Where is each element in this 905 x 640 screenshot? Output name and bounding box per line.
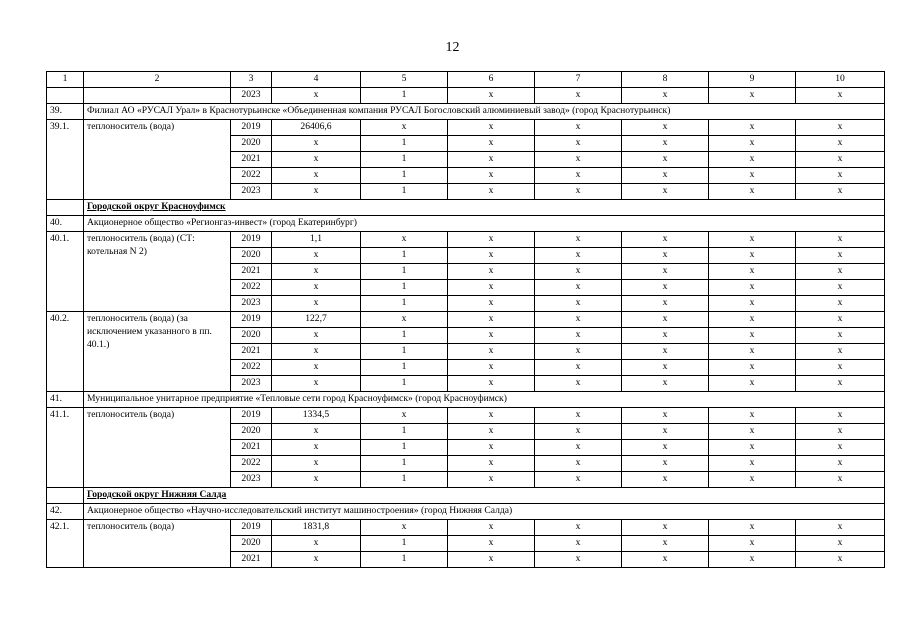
year-cell: 2021 bbox=[231, 552, 272, 568]
year-cell: 2020 bbox=[231, 136, 272, 152]
year-cell: 2022 bbox=[231, 456, 272, 472]
value-cell: x bbox=[272, 328, 361, 344]
value-cell: x bbox=[272, 376, 361, 392]
year-cell: 2022 bbox=[231, 280, 272, 296]
section-title-cell: Городской округ Нижняя Салда bbox=[84, 488, 885, 504]
value-cell: x bbox=[361, 408, 448, 424]
column-number-cell: 2 bbox=[84, 72, 231, 88]
value-cell: x bbox=[709, 120, 796, 136]
table-row bbox=[47, 520, 885, 536]
value-cell: x bbox=[272, 536, 361, 552]
value-cell: 1 bbox=[361, 376, 448, 392]
year-cell: 2019 bbox=[231, 312, 272, 328]
year-cell: 2019 bbox=[231, 232, 272, 248]
value-cell: x bbox=[796, 328, 885, 344]
row-number-cell: 39. bbox=[47, 104, 84, 120]
value-cell: x bbox=[272, 280, 361, 296]
value-cell: x bbox=[448, 280, 535, 296]
value-cell: x bbox=[796, 248, 885, 264]
value-cell: x bbox=[272, 552, 361, 568]
value-cell: x bbox=[796, 312, 885, 328]
value-cell: x bbox=[448, 264, 535, 280]
value-cell: x bbox=[796, 536, 885, 552]
value-cell: x bbox=[272, 360, 361, 376]
year-cell: 2021 bbox=[231, 264, 272, 280]
value-cell: x bbox=[709, 168, 796, 184]
row-number-cell: 39.1. bbox=[47, 120, 84, 200]
value-cell: x bbox=[709, 184, 796, 200]
tariff-table bbox=[46, 71, 885, 568]
value-cell: x bbox=[448, 312, 535, 328]
value-cell: 1 bbox=[361, 360, 448, 376]
value-cell: x bbox=[622, 168, 709, 184]
value-cell: x bbox=[272, 296, 361, 312]
year-cell: 2020 bbox=[231, 424, 272, 440]
year-cell: 2021 bbox=[231, 152, 272, 168]
value-cell: x bbox=[448, 296, 535, 312]
row-number-cell: 42. bbox=[47, 504, 84, 520]
value-cell: 1 bbox=[361, 168, 448, 184]
value-cell: 1 bbox=[361, 456, 448, 472]
column-number-cell: 5 bbox=[361, 72, 448, 88]
value-cell: x bbox=[535, 120, 622, 136]
value-cell: x bbox=[622, 536, 709, 552]
value-cell: x bbox=[796, 344, 885, 360]
row-number-cell bbox=[47, 200, 84, 216]
value-cell: 1 bbox=[361, 184, 448, 200]
value-cell: x bbox=[272, 344, 361, 360]
value-cell: 1 bbox=[361, 248, 448, 264]
value-cell: x bbox=[535, 520, 622, 536]
value-cell: 1 bbox=[361, 328, 448, 344]
value-cell: x bbox=[535, 136, 622, 152]
value-cell: x bbox=[448, 88, 535, 104]
value-cell: x bbox=[796, 440, 885, 456]
value-cell: x bbox=[448, 440, 535, 456]
value-cell: x bbox=[709, 552, 796, 568]
value-cell: x bbox=[709, 280, 796, 296]
value-cell: x bbox=[361, 312, 448, 328]
value-cell: x bbox=[272, 424, 361, 440]
value-cell: x bbox=[448, 136, 535, 152]
value-cell: x bbox=[448, 360, 535, 376]
column-number-cell: 8 bbox=[622, 72, 709, 88]
value-cell: x bbox=[622, 280, 709, 296]
value-cell: x bbox=[535, 248, 622, 264]
value-cell: x bbox=[709, 408, 796, 424]
value-cell: x bbox=[622, 184, 709, 200]
value-cell: x bbox=[448, 376, 535, 392]
table-row bbox=[47, 232, 885, 248]
value-cell: x bbox=[535, 440, 622, 456]
value-cell: x bbox=[622, 408, 709, 424]
section-title-cell: Городской округ Красноуфимск bbox=[84, 200, 885, 216]
year-cell: 2023 bbox=[231, 472, 272, 488]
table-header-row bbox=[47, 72, 885, 88]
organization-row bbox=[47, 104, 885, 120]
value-cell: x bbox=[796, 472, 885, 488]
value-cell: x bbox=[361, 232, 448, 248]
row-number-cell: 40.2. bbox=[47, 312, 84, 392]
row-number-cell bbox=[47, 88, 84, 104]
value-cell: x bbox=[622, 264, 709, 280]
value-cell: x bbox=[622, 440, 709, 456]
value-cell: x bbox=[622, 120, 709, 136]
value-cell: x bbox=[622, 520, 709, 536]
value-cell: x bbox=[796, 424, 885, 440]
value-cell: x bbox=[448, 184, 535, 200]
year-cell: 2023 bbox=[231, 88, 272, 104]
value-cell: x bbox=[709, 88, 796, 104]
value-cell: x bbox=[622, 424, 709, 440]
year-cell: 2022 bbox=[231, 168, 272, 184]
section-row bbox=[47, 488, 885, 504]
value-cell: x bbox=[796, 88, 885, 104]
value-cell: x bbox=[448, 168, 535, 184]
value-cell: x bbox=[709, 296, 796, 312]
value-cell: x bbox=[448, 344, 535, 360]
table-row bbox=[47, 408, 885, 424]
value-cell: x bbox=[622, 552, 709, 568]
value-cell: x bbox=[361, 520, 448, 536]
row-number-cell: 42.1. bbox=[47, 520, 84, 568]
value-cell: x bbox=[622, 152, 709, 168]
indicator-cell: теплоноситель (вода) bbox=[84, 120, 231, 200]
value-cell: x bbox=[709, 312, 796, 328]
value-cell: x bbox=[272, 264, 361, 280]
row-number-cell: 40.1. bbox=[47, 232, 84, 312]
column-number-cell: 7 bbox=[535, 72, 622, 88]
value-cell: x bbox=[535, 184, 622, 200]
row-number-cell: 40. bbox=[47, 216, 84, 232]
value-cell: 1 bbox=[361, 440, 448, 456]
indicator-cell: теплоноситель (вода) (за исключением указанного в пп. 40.1.) bbox=[84, 312, 231, 392]
value-cell: x bbox=[448, 232, 535, 248]
value-cell: x bbox=[709, 536, 796, 552]
value-cell: x bbox=[796, 168, 885, 184]
value-cell: x bbox=[535, 152, 622, 168]
page-number: 12 bbox=[445, 40, 460, 55]
organization-row bbox=[47, 504, 885, 520]
value-cell: x bbox=[796, 296, 885, 312]
value-cell: x bbox=[796, 152, 885, 168]
indicator-cell: теплоноситель (вода) bbox=[84, 520, 231, 568]
value-cell: x bbox=[622, 232, 709, 248]
value-cell: 122,7 bbox=[272, 312, 361, 328]
value-cell: x bbox=[622, 296, 709, 312]
value-cell: x bbox=[622, 376, 709, 392]
value-cell: x bbox=[535, 312, 622, 328]
value-cell: x bbox=[709, 344, 796, 360]
column-number-cell: 4 bbox=[272, 72, 361, 88]
value-cell: x bbox=[272, 248, 361, 264]
value-cell: x bbox=[622, 472, 709, 488]
value-cell: x bbox=[448, 248, 535, 264]
value-cell: x bbox=[448, 520, 535, 536]
value-cell: x bbox=[622, 136, 709, 152]
value-cell: x bbox=[709, 360, 796, 376]
value-cell: x bbox=[535, 232, 622, 248]
value-cell: x bbox=[448, 424, 535, 440]
organization-row bbox=[47, 392, 885, 408]
year-cell: 2019 bbox=[231, 120, 272, 136]
value-cell: x bbox=[709, 472, 796, 488]
value-cell: x bbox=[622, 88, 709, 104]
value-cell: x bbox=[796, 456, 885, 472]
value-cell: x bbox=[796, 360, 885, 376]
value-cell: x bbox=[448, 472, 535, 488]
year-cell: 2019 bbox=[231, 520, 272, 536]
value-cell: x bbox=[535, 472, 622, 488]
value-cell: x bbox=[535, 296, 622, 312]
value-cell: x bbox=[709, 456, 796, 472]
value-cell: x bbox=[535, 408, 622, 424]
value-cell: x bbox=[448, 152, 535, 168]
value-cell: x bbox=[535, 536, 622, 552]
value-cell: x bbox=[272, 152, 361, 168]
value-cell: x bbox=[448, 408, 535, 424]
value-cell: x bbox=[709, 424, 796, 440]
value-cell: 1 bbox=[361, 536, 448, 552]
value-cell: x bbox=[796, 232, 885, 248]
organization-row bbox=[47, 216, 885, 232]
column-number-cell: 1 bbox=[47, 72, 84, 88]
value-cell: 1 bbox=[361, 136, 448, 152]
value-cell: x bbox=[709, 152, 796, 168]
row-number-cell: 41. bbox=[47, 392, 84, 408]
value-cell: x bbox=[535, 424, 622, 440]
value-cell: x bbox=[535, 456, 622, 472]
value-cell: 1 bbox=[361, 424, 448, 440]
value-cell: x bbox=[709, 376, 796, 392]
value-cell: x bbox=[622, 456, 709, 472]
value-cell: 1334,5 bbox=[272, 408, 361, 424]
value-cell: x bbox=[709, 328, 796, 344]
year-cell: 2022 bbox=[231, 360, 272, 376]
value-cell: x bbox=[272, 440, 361, 456]
year-cell: 2021 bbox=[231, 440, 272, 456]
value-cell: 1,1 bbox=[272, 232, 361, 248]
organization-name-cell: Филиал АО «РУСАЛ Урал» в Краснотурьинске «Объединенная компания РУСАЛ Богословский алюминиевый завод» (город Краснотурьинск) bbox=[84, 104, 885, 120]
year-cell: 2019 bbox=[231, 408, 272, 424]
value-cell: x bbox=[796, 520, 885, 536]
value-cell: x bbox=[448, 552, 535, 568]
value-cell: x bbox=[535, 88, 622, 104]
value-cell: x bbox=[796, 264, 885, 280]
value-cell: 1 bbox=[361, 472, 448, 488]
value-cell: x bbox=[535, 360, 622, 376]
value-cell: x bbox=[535, 168, 622, 184]
value-cell: x bbox=[709, 136, 796, 152]
indicator-cell: теплоноситель (вода) (СТ: котельная N 2) bbox=[84, 232, 231, 312]
value-cell: 1 bbox=[361, 344, 448, 360]
value-cell: 1 bbox=[361, 88, 448, 104]
value-cell: x bbox=[448, 120, 535, 136]
value-cell: x bbox=[796, 408, 885, 424]
year-cell: 2020 bbox=[231, 248, 272, 264]
value-cell: x bbox=[448, 536, 535, 552]
value-cell: x bbox=[796, 184, 885, 200]
value-cell: x bbox=[535, 328, 622, 344]
value-cell: 1831,8 bbox=[272, 520, 361, 536]
value-cell: x bbox=[709, 520, 796, 536]
year-cell: 2023 bbox=[231, 376, 272, 392]
value-cell: x bbox=[535, 344, 622, 360]
year-cell: 2021 bbox=[231, 344, 272, 360]
value-cell: 26406,6 bbox=[272, 120, 361, 136]
year-cell: 2023 bbox=[231, 184, 272, 200]
value-cell: x bbox=[796, 552, 885, 568]
value-cell: x bbox=[535, 376, 622, 392]
value-cell: x bbox=[622, 360, 709, 376]
value-cell: x bbox=[448, 456, 535, 472]
value-cell: x bbox=[272, 184, 361, 200]
value-cell: x bbox=[622, 328, 709, 344]
year-cell: 2020 bbox=[231, 536, 272, 552]
value-cell: x bbox=[272, 472, 361, 488]
value-cell: 1 bbox=[361, 264, 448, 280]
value-cell: x bbox=[535, 264, 622, 280]
organization-name-cell: Акционерное общество «Научно-исследовательский институт машиностроения» (город Нижняя Салда) bbox=[84, 504, 885, 520]
value-cell: x bbox=[272, 88, 361, 104]
column-number-cell: 3 bbox=[231, 72, 272, 88]
value-cell: x bbox=[709, 232, 796, 248]
value-cell: x bbox=[796, 376, 885, 392]
value-cell: x bbox=[448, 328, 535, 344]
value-cell: x bbox=[622, 248, 709, 264]
value-cell: x bbox=[272, 168, 361, 184]
column-number-cell: 9 bbox=[709, 72, 796, 88]
value-cell: x bbox=[709, 248, 796, 264]
value-cell: 1 bbox=[361, 152, 448, 168]
section-row bbox=[47, 200, 885, 216]
column-number-cell: 6 bbox=[448, 72, 535, 88]
indicator-cell: теплоноситель (вода) bbox=[84, 408, 231, 488]
value-cell: 1 bbox=[361, 552, 448, 568]
value-cell: x bbox=[796, 120, 885, 136]
value-cell: x bbox=[622, 344, 709, 360]
column-number-cell: 10 bbox=[796, 72, 885, 88]
organization-name-cell: Акционерное общество «Регионгаз-инвест» (город Екатеринбург) bbox=[84, 216, 885, 232]
table-row bbox=[47, 312, 885, 328]
value-cell: x bbox=[361, 120, 448, 136]
year-cell: 2023 bbox=[231, 296, 272, 312]
value-cell: x bbox=[535, 280, 622, 296]
value-cell: x bbox=[709, 440, 796, 456]
year-cell: 2020 bbox=[231, 328, 272, 344]
organization-name-cell: Муниципальное унитарное предприятие «Тепловые сети город Красноуфимск» (город Красноуфимск) bbox=[84, 392, 885, 408]
value-cell: x bbox=[796, 280, 885, 296]
value-cell: x bbox=[272, 456, 361, 472]
value-cell: x bbox=[709, 264, 796, 280]
table-row bbox=[47, 120, 885, 136]
value-cell: 1 bbox=[361, 280, 448, 296]
row-number-cell: 41.1. bbox=[47, 408, 84, 488]
indicator-cell bbox=[84, 88, 231, 104]
row-number-cell bbox=[47, 488, 84, 504]
value-cell: x bbox=[535, 552, 622, 568]
table-row bbox=[47, 88, 885, 104]
value-cell: x bbox=[622, 312, 709, 328]
value-cell: x bbox=[272, 136, 361, 152]
value-cell: x bbox=[796, 136, 885, 152]
value-cell: 1 bbox=[361, 296, 448, 312]
